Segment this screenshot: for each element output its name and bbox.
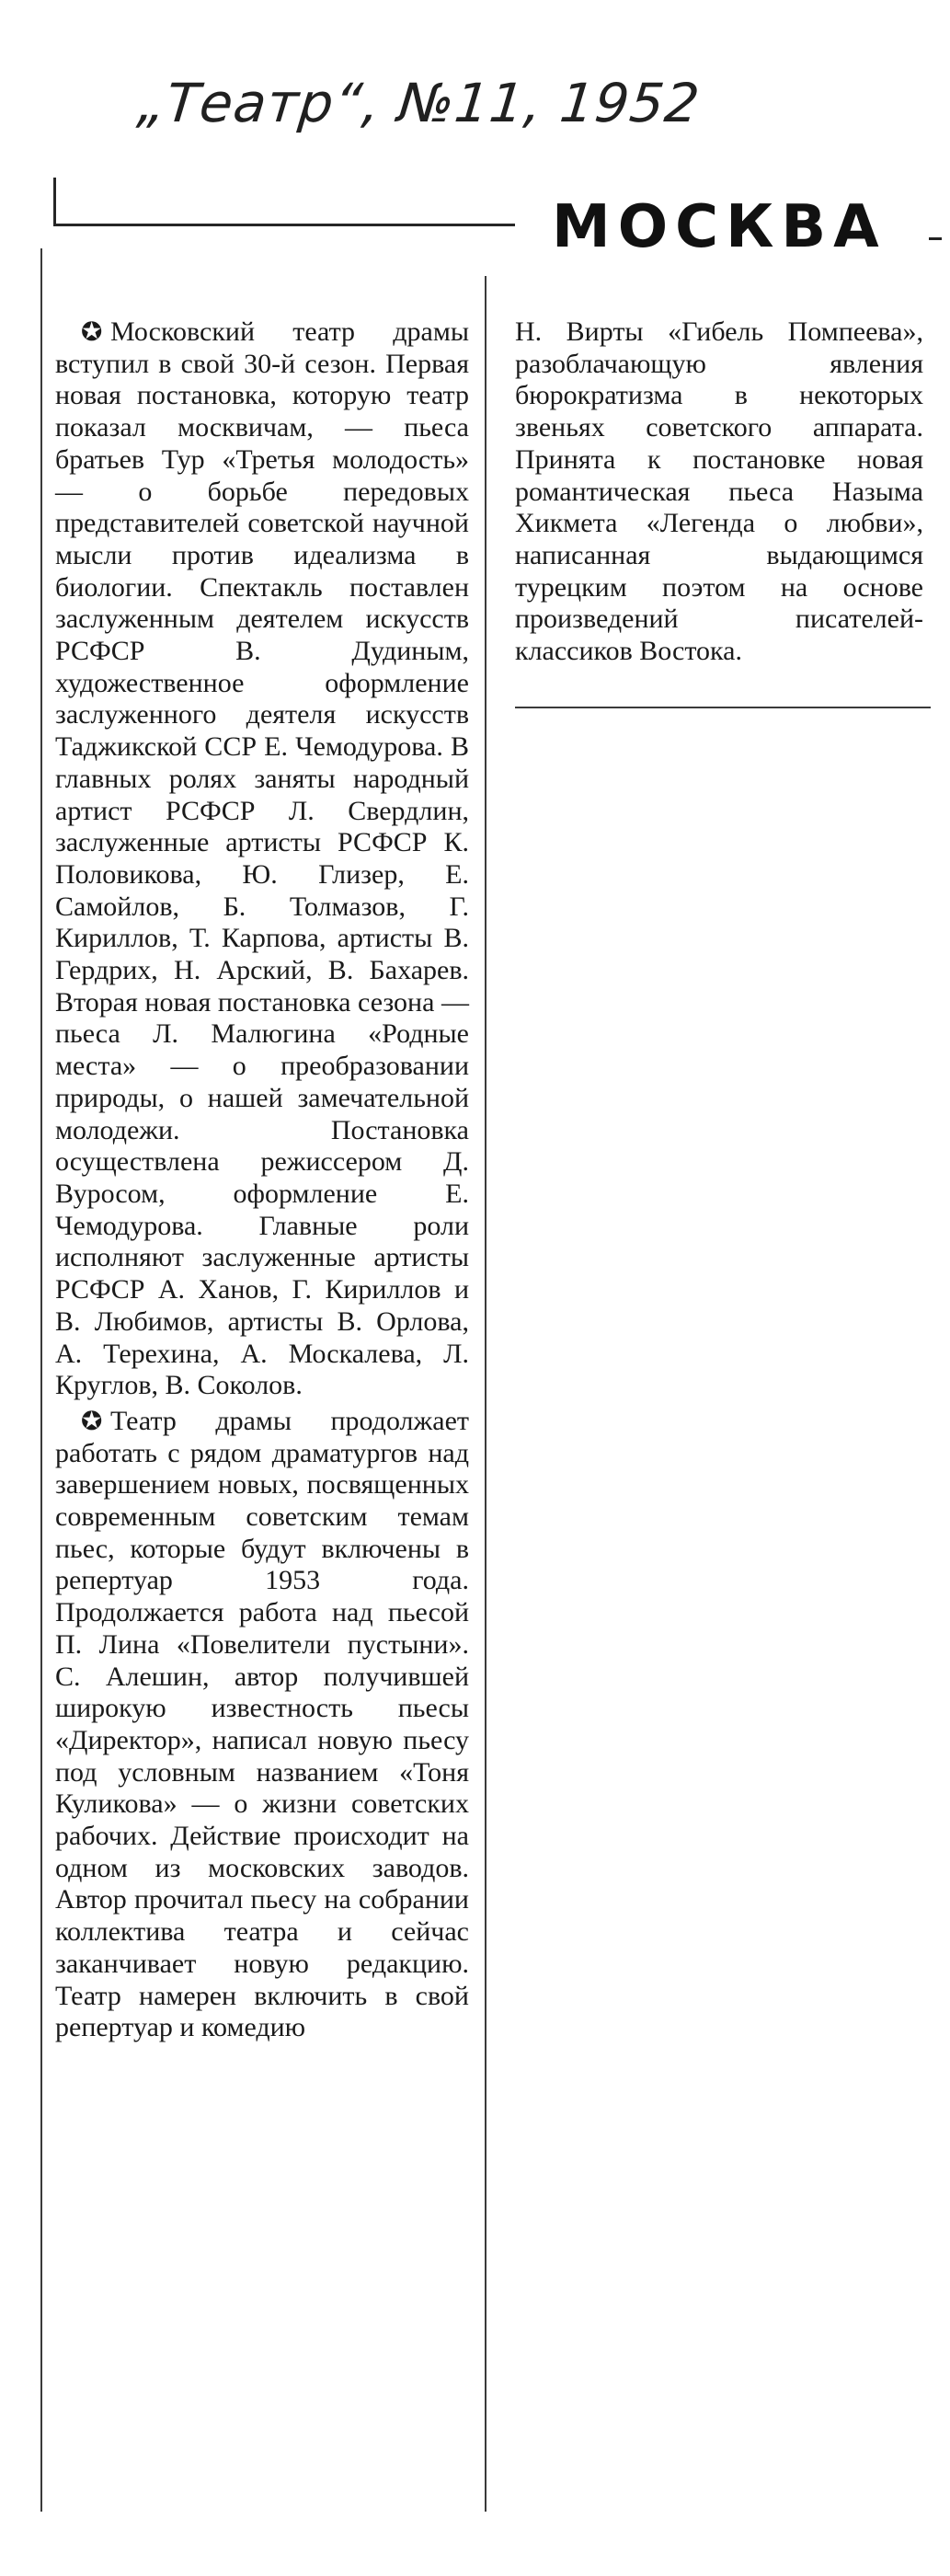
section-title-dash xyxy=(929,237,942,240)
left-column-rule xyxy=(40,248,42,2512)
section-title: МОСКВА xyxy=(552,193,887,261)
article-paragraph xyxy=(55,316,469,1402)
paragraph-text: Н. Вирты «Гибель Помпеева», разоблачающую явления бюрократизма в некоторых звеньях советского аппарата. Принята к постановке новая романтическая пьеса Назыма Хикмета «Легенда о любви», написанная выдающимся турецким поэтом на основе произведений писателей-классиков Востока. xyxy=(515,316,923,667)
paragraph-text: Театр драмы продолжает работать с рядом драматургов над завершением новых, посвященных современным советским темам пьес, которые будут включены в репертуар 1953 года. Продолжается работа над пьесой П. Лина «Повелители пустыни». С. Алешин, автор получившей широкую известность пьесы «Директор», написал новую пьесу под условным названием «Тоня Куликова» — о жизни советских рабочих. Действие происходит на одном из московских заводов. Автор прочитал пьесу на собрании коллектива театра и сейчас заканчивает новую редакцию. Театр намерен включить в свой репертуар и комедию xyxy=(55,1405,469,2043)
handwritten-source-note: „Театр“, №11, 1952 xyxy=(134,72,704,134)
article-left-column xyxy=(55,316,469,2044)
star-in-circle-icon: ✪ xyxy=(81,1405,103,1436)
article-paragraph xyxy=(515,316,923,668)
header-rule xyxy=(53,224,515,226)
right-column-end-rule xyxy=(515,707,931,708)
column-divider xyxy=(485,276,486,2512)
header-rule-tick xyxy=(53,178,56,225)
paragraph-text: Московский театр драмы вступил в свой 30-й сезон. Первая новая постановка, которую театр показал москвичам, — пьеса братьев Тур «Третья молодость» — о борьбе передовых представителей советской научной мысли против идеализма в биологии. Спектакль поставлен заслуженным деятелем искусств РСФСР В. Дудиным, художественное оформление заслуженного деятеля искусств Таджикской ССР Е. Чемодурова. В главных ролях заняты народный артист РСФСР Л. Свердлин, заслуженные артисты РСФСР К. Половикова, Ю. Глизер, Е. Самойлов, Б. Толмазов, Г. Кириллов, Т. Карпова, артисты В. Гердрих, Н. Арский, В. Бахарев. Вторая новая постановка сезона — пьеса Л. Малюгина «Родные места» — о преобразовании природы, о нашей замечательной молодежи. Постановка осуществлена режиссером Д. Вуросом, оформление Е. Чемодурова. Главные роли исполняют заслуженные артисты РСФСР А. Ханов, Г. Кириллов и В. Любимов, артисты В. Орлова, А. Терехина, А. Москалева, Л. Круглов, В. Соколов. xyxy=(55,316,469,1401)
star-in-circle-icon: ✪ xyxy=(81,316,103,347)
article-paragraph xyxy=(55,1406,469,2044)
article-right-column xyxy=(515,316,923,668)
